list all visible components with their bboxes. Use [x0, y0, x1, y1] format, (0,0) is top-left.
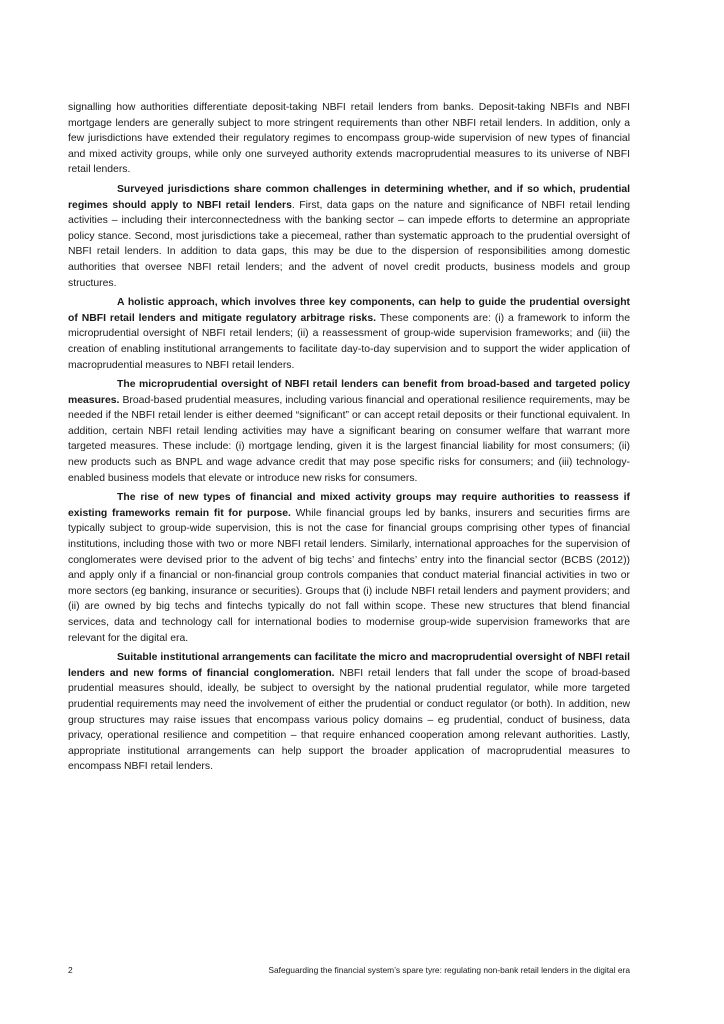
- paragraph-4: [68, 377, 630, 486]
- paragraph-5-text: While financial groups led by banks, insurers and securities firms are typically subject to group-wide supervision, this is not the case for financial groups comprising other types of financial institutions, including those with two or more NBFI retail lenders. Similarly, international approaches for the supervision of conglomerates were devised prior to the advent of big techs’ and fintechs’ entry into the financial sector (BCBS (2012)) and apply only if a financial or non-financial group controls companies that conduct material financial activities in two or more sectors (eg banking, insurance or securities). Groups that (i) include NBFI retail lenders and payment providers; and (ii) are owned by big techs and fintechs typically do not fall within scope. These new structures that blend financial services, data and technology call for international bodies to modernise group-wide supervision frameworks that are relevant for the digital era.: [68, 507, 631, 644]
- footer-title: Safeguarding the financial system’s spare tyre: regulating non-bank retail lenders in the digital era: [268, 965, 630, 975]
- paragraph-4-lead: The microprudential oversight of NBFI retail lenders can benefit from broad-based and targeted policy measures.: [68, 379, 630, 406]
- paragraph-2: [68, 182, 630, 291]
- paragraph-5-lead: The rise of new types of financial and mixed activity groups may require authorities to reassess if existing frameworks remain fit for purpose.: [68, 492, 630, 519]
- document-body: [68, 100, 630, 779]
- paragraph-6-text: NBFI retail lenders that fall under the scope of broad-based prudential measures should, ideally, be subject to oversight by the national prudential regulator, while more targeted prudential requirements may need the involvement of either the prudential or conduct regulator (or both). In addition, new group structures may raise issues that encompass various policy domains – eg prudential, conduct of business, data privacy, operational resilience and competition – that require enhanced cooperation among relevant authorities. Lastly, appropriate institutional arrangements can help support the broader application of macroprudential measures to encompass NBFI retail lenders.: [68, 667, 630, 773]
- paragraph-3: [68, 295, 630, 373]
- paragraph-3-text: These components are: (i) a framework to inform the microprudential oversight of NBFI retail lenders; (ii) a reassessment of group-wide supervision frameworks; and (iii) the creation of enabling institutional arrangements to facilitate day-to-day supervision and to support the wider application of macroprudential measures to NBFI retail lenders.: [68, 312, 630, 371]
- paragraph-5: [68, 490, 630, 646]
- paragraph-2-lead: Surveyed jurisdictions share common challenges in determining whether, and if so which, prudential regimes should apply to NBFI retail lenders: [68, 183, 630, 211]
- paragraph-1-text: signalling how authorities differentiate deposit-taking NBFI retail lenders from banks. Deposit-taking NBFIs and NBFI mortgage lenders are generally subject to more stringent requirements than other NBFI retail lenders. In addition, only a few jurisdictions have extended their regulatory regimes to encompass group-wide supervision of new types of financial and mixed activity groups, while only one surveyed authority extends macroprudential measures to its universe of NBFI retail lenders.: [68, 102, 630, 176]
- paragraph-4-text: Broad-based prudential measures, including various financial and operational resilience requirements, may be needed if the NBFI retail lender is either deemed “significant” or can accept retail deposits or their functional equivalent. In addition, certain NBFI retail lending activities may have a significant bearing on consumer welfare that warrant more targeted measures. These include: (i) mortgage lending, given it is the largest financial liability for most consumers; (ii) new products such as BNPL and wage advance credit that may pose specific risks for consumers; and (iii) technology-enabled business models that elevate or introduce new risks for consumers.: [68, 394, 630, 484]
- paragraph-3-lead: A holistic approach, which involves three key components, can help to guide the prudential oversight of NBFI retail lenders and mitigate regulatory arbitrage risks.: [68, 297, 630, 324]
- paragraph-1: [68, 100, 630, 178]
- paragraph-6-lead: Suitable institutional arrangements can facilitate the micro and macroprudential oversight of NBFI retail lenders and new forms of financial conglomeration.: [68, 652, 630, 679]
- paragraph-6: [68, 650, 630, 775]
- paragraph-2-text: . First, data gaps on the nature and significance of NBFI retail lending activities – including their interconnectedness with the banking sector – can impede efforts to determine an appropriate policy stance. Second, most jurisdictions take a piecemeal, rather than systematic approach to the prudential oversight of NBFI retail lenders. In addition to data gaps, this may be due to the dispersion of responsibilities among domestic authorities that oversee NBFI retail lenders; and the advent of novel credit products, business models and group structures.: [68, 199, 631, 289]
- page-number: 2: [68, 965, 73, 975]
